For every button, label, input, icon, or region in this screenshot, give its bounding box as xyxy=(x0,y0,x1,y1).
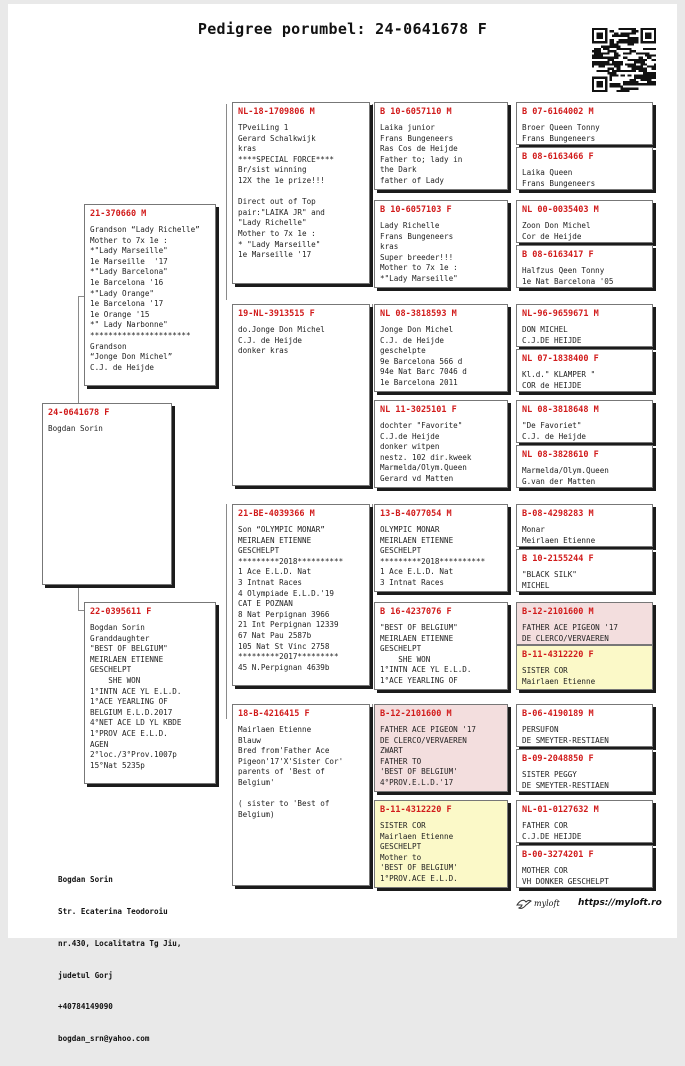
owner-street: Str. Ecaterina Teodoroiu xyxy=(58,906,168,916)
pigeon-details: Zoon Don Michel Cor de Heijde xyxy=(522,221,591,241)
ring-number: NL 11-3025101 F xyxy=(380,405,457,415)
pigeon-details: PERSUFON DE SMEYTER-RESTIAEN xyxy=(522,725,609,745)
pigeon-details: do.Jonge Don Michel C.J. de Heijde donker kras xyxy=(238,325,325,356)
pigeon-details: dochter "Favorite" C.J.de Heijde donker witpen nestz. 102 dir.kweek Marmelda/Olym.Queen Gerard vd Matten xyxy=(380,421,472,483)
ring-number: 21-370660 M xyxy=(90,209,147,219)
website-link[interactable]: https://myloft.ro xyxy=(578,898,662,908)
pigeon-card-g5[interactable] xyxy=(516,749,653,792)
pigeon-details: SISTER COR Mairlaen Etienne GESCHELPT Mother to 'BEST OF BELGIUM' 1°PROV.ACE E.L.D. xyxy=(380,821,458,883)
ring-number: NL-18-1709806 M xyxy=(238,107,315,117)
pigeon-details: Laika Queen Frans Bungeneers xyxy=(522,168,596,188)
owner-county: judetul Gorj xyxy=(58,970,113,980)
owner-info xyxy=(58,854,181,1066)
connector xyxy=(226,104,227,300)
connector xyxy=(372,304,373,400)
ring-number: NL 07-1838400 F xyxy=(522,354,599,364)
connector xyxy=(226,504,227,719)
pigeon-card-g5[interactable] xyxy=(516,304,653,347)
ring-number: NL 00-0035403 M xyxy=(522,205,599,215)
ring-number: B 10-6057110 M xyxy=(380,107,452,117)
pigeon-card-g5[interactable] xyxy=(516,349,653,392)
ring-number: B-11-4312220 F xyxy=(380,805,452,815)
pigeon-card-ddd[interactable] xyxy=(374,800,508,888)
pigeon-card-g5[interactable] xyxy=(516,800,653,843)
ring-number: 24-0641678 F xyxy=(48,408,110,418)
pigeon-card-g5[interactable] xyxy=(516,200,653,243)
ring-number: B 08-6163417 F xyxy=(522,250,594,260)
pigeon-details: Monar Meirlaen Etienne xyxy=(522,525,596,545)
pigeon-details: SISTER PEGGY DE SMEYTER-RESTIAEN xyxy=(522,770,609,790)
pigeon-details: SISTER COR Mairlaen Etienne xyxy=(522,666,596,686)
connector xyxy=(372,704,373,800)
pedigree-page xyxy=(8,4,677,1044)
pigeon-details: "De Favoriet" C.J. de Heijde xyxy=(522,421,587,441)
ring-number: NL 08-3828610 F xyxy=(522,450,599,460)
pigeon-details: TPveiLing 1 Gerard Schalkwijk kras ****SPECIAL FORCE**** Br/sist winning 12X the 1e prize!!! Direct out of Top pair:"LAIKA JR" and "Lady Richelle" Mother to 7x 1e : * "Lady Marseille" 1e Marseille '17 xyxy=(238,123,335,260)
pigeon-card-g5[interactable] xyxy=(516,645,653,690)
pigeon-details: Son “OLYMPIC MONAR” MEIRLAEN ETIENNE GESCHELPT *********2018********** 1 Ace E.L.D. Nat 3 Intnat Races 4 Olympiade E.L.D.'19 CAT E POZNAN 8 Nat Perpignan 3966 21 Int Perpignan 12339 67 Nat Pau 2587b 105 Nat St Vinc 2758 *********2017********* 45 N.Perpignan 4639b xyxy=(238,525,344,672)
pigeon-details: MOTHER COR VH DONKER GESCHELPT xyxy=(522,866,609,886)
pigeon-card-sds[interactable] xyxy=(374,304,508,392)
page-title: Pedigree porumbel: 24-0641678 F xyxy=(197,20,488,38)
ring-number: NL 08-3818648 M xyxy=(522,405,599,415)
ring-number: B-08-4298283 M xyxy=(522,509,594,519)
owner-locality: nr.430, Localitatra Tg Jiu, xyxy=(58,938,182,948)
ring-number: 18-B-4216415 F xyxy=(238,709,310,719)
pigeon-card-g5[interactable] xyxy=(516,445,653,488)
pigeon-card-dam[interactable] xyxy=(84,602,216,784)
pigeon-details: "BLACK SILK" MICHEL xyxy=(522,570,577,590)
pigeon-card-g5[interactable] xyxy=(516,602,653,645)
pigeon-details: OLYMPIC MONAR MEIRLAEN ETIENNE GESCHELPT *********2018********** 1 Ace E.L.D. Nat 3 Intnat Races xyxy=(380,525,486,587)
pigeon-details: Lady Richelle Frans Bungeneers kras Super breeder!!! Mother to 7x 1e : *"Lady Marseille" xyxy=(380,221,458,283)
pigeon-details: DON MICHEL C.J.DE HEIJDE xyxy=(522,325,582,345)
pigeon-details: Laika junior Frans Bungeneers Ras Cos de Heijde Father to; lady in the Dark father of Lady xyxy=(380,123,463,185)
pigeon-card-g5[interactable] xyxy=(516,245,653,288)
ring-number: B 07-6164002 M xyxy=(522,107,594,117)
pigeon-card-sss[interactable] xyxy=(374,102,508,190)
owner-email[interactable]: bogdan_srn@yahoo.com xyxy=(58,1034,150,1044)
pigeon-card-g5[interactable] xyxy=(516,504,653,547)
pigeon-card-g5[interactable] xyxy=(516,845,653,888)
pigeon-card-dam-dam[interactable] xyxy=(232,704,370,886)
ring-number: 21-BE-4039366 M xyxy=(238,509,315,519)
pigeon-details: Kl.d." KLAMPER " COR de HEIJDE xyxy=(522,370,596,390)
ring-number: B-11-4312220 F xyxy=(522,650,594,660)
footer-branding xyxy=(516,897,676,913)
pigeon-card-dam-sire[interactable] xyxy=(232,504,370,686)
pigeon-card-g5[interactable] xyxy=(516,549,653,592)
pigeon-details: FATHER ACE PIGEON '17 DE CLERCO/VERVAEREN xyxy=(522,623,619,643)
pigeon-details: Bogdan Sorin xyxy=(48,424,103,433)
pigeon-card-sire-dam[interactable] xyxy=(232,304,370,486)
pigeon-card-ssd[interactable] xyxy=(374,200,508,288)
pigeon-card-sdd[interactable] xyxy=(374,400,508,488)
pigeon-card-sire-sire[interactable] xyxy=(232,102,370,284)
ring-number: B-12-2101600 M xyxy=(380,709,452,719)
ring-number: B 10-2155244 F xyxy=(522,554,594,564)
pigeon-card-g5[interactable] xyxy=(516,102,653,145)
pigeon-card-sire[interactable] xyxy=(84,204,216,386)
pigeon-details: Jonge Don Michel C.J. de Heijde geschelpte 9e Barcelona 566 d 94e Nat Barc 7046 d 1e Barcelona 2011 xyxy=(380,325,467,387)
owner-phone: +40784149090 xyxy=(58,1002,113,1012)
pigeon-details: Broer Queen Tonny Frans Bungeneers xyxy=(522,123,600,143)
bird-logo-icon xyxy=(516,897,532,911)
ring-number: B-00-3274201 F xyxy=(522,850,594,860)
owner-name: Bogdan Sorin xyxy=(58,875,113,885)
ring-number: NL 08-3818593 M xyxy=(380,309,457,319)
pigeon-details: Bogdan Sorin Granddaughter "BEST OF BELGIUM" MEIRLAEN ETIENNE GESCHELPT SHE WON 1°INTN ACE YL E.L.D. 1°ACE YEARLING OF BELGIUM E.L.D.2017 4°NET ACE LD YL KBDE 1°PROV ACE E.L.D. AGEN 2°loc./3°Prov.1007p 15°Nat 5235p xyxy=(90,623,182,770)
ring-number: NL-01-0127632 M xyxy=(522,805,599,815)
ring-number: 22-0395611 F xyxy=(90,607,152,617)
ring-number: B-09-2048850 F xyxy=(522,754,594,764)
pigeon-card-dds[interactable] xyxy=(374,704,508,792)
pigeon-details: FATHER COR C.J.DE HEIJDE xyxy=(522,821,582,841)
pigeon-details: Marmelda/Olym.Queen G.van der Matten xyxy=(522,466,609,486)
ring-number: B-06-4190189 M xyxy=(522,709,594,719)
connector xyxy=(372,504,373,600)
myloft-logo: myloft xyxy=(534,899,560,908)
pigeon-details: Mairlaen Etienne Blauw Bred from'Father Ace Pigeon'17'X'Sister Cor' parents of 'Best of Belgium' ( sister to 'Best of Belgium) xyxy=(238,725,344,819)
pigeon-card-dsd[interactable] xyxy=(374,602,508,690)
ring-number: B 10-6057103 F xyxy=(380,205,452,215)
ring-number: B 08-6163466 F xyxy=(522,152,594,162)
pigeon-card-g5[interactable] xyxy=(516,400,653,443)
pigeon-card-g5[interactable] xyxy=(516,704,653,747)
pigeon-details: "BEST OF BELGIUM" MEIRLAEN ETIENNE GESCHELPT SHE WON 1°INTN ACE YL E.L.D. 1°ACE YEARLING OF xyxy=(380,623,472,685)
pigeon-details: Halfzus Qeen Tonny 1e Nat Barcelona '05 xyxy=(522,266,614,286)
qr-code-icon xyxy=(592,28,656,92)
pigeon-card-dss[interactable] xyxy=(374,504,508,592)
ring-number: NL-96-9659671 M xyxy=(522,309,599,319)
ring-number: 13-B-4077054 M xyxy=(380,509,452,519)
pigeon-details: FATHER ACE PIGEON '17 DE CLERCO/VERVAEREN ZWART FATHER TO 'BEST OF BELGIUM' 4°PROV.E.L.D.'17 xyxy=(380,725,477,787)
ring-number: B 16-4237076 F xyxy=(380,607,452,617)
connector xyxy=(372,104,373,200)
ring-number: B-12-2101600 M xyxy=(522,607,594,617)
pigeon-details: Grandson “Lady Richelle” Mother to 7x 1e : *"Lady Marseille" 1e Marseille '17 *"Lady Barcelona" 1e Barcelona '16 *"Lady Orange" 1e Barcelona '17 1e Orange '15 *" Lady Narbonne" ********************** Grandson “Jonge Don Michel” C.J. de Heijde xyxy=(90,225,200,372)
pigeon-card-subject[interactable] xyxy=(42,403,172,585)
ring-number: 19-NL-3913515 F xyxy=(238,309,315,319)
pigeon-card-g5[interactable] xyxy=(516,147,653,190)
